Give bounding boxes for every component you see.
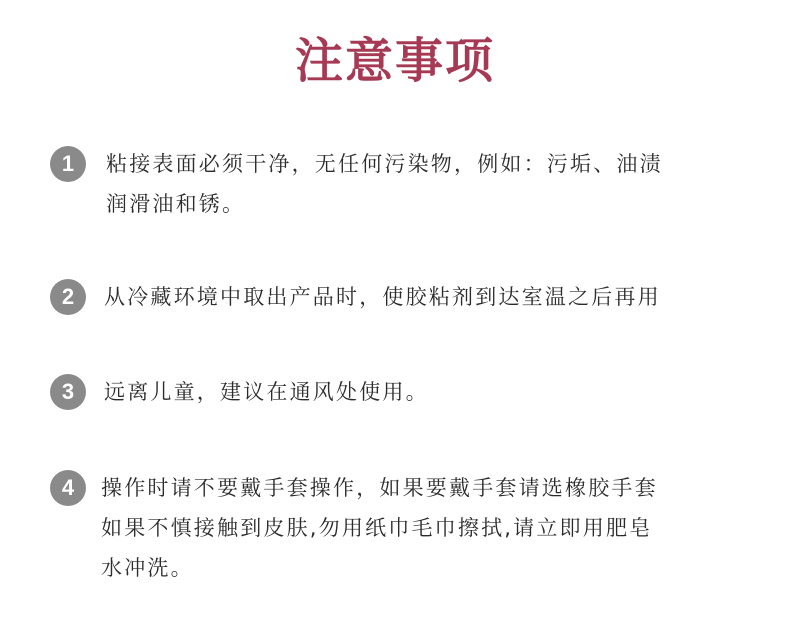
number-badge: 4: [50, 470, 86, 506]
item-line: 远离儿童，建议在通风处使用。: [104, 380, 429, 404]
page-title: 注意事项: [294, 33, 495, 89]
item-text: [101, 468, 658, 588]
item-text: [104, 372, 429, 412]
item-text: [106, 144, 663, 224]
item-line: 粘接表面必须干净，无任何污染物，例如：污垢、油渍: [106, 152, 663, 176]
item-line: 如果不慎接触到皮肤,勿用纸巾毛巾擦拭,请立即用肥皂: [101, 516, 653, 540]
item-line: 操作时请不要戴手套操作，如果要戴手套请选橡胶手套: [101, 476, 658, 500]
number-badge: 2: [50, 279, 86, 315]
item-line: 水冲洗。: [101, 556, 194, 580]
number-badge: 3: [50, 374, 86, 410]
item-text: [104, 277, 661, 317]
item-line: 从冷藏环境中取出产品时，使胶粘剂到达室温之后再用: [104, 285, 661, 309]
item-line: 润滑油和锈。: [106, 192, 246, 216]
number-badge: 1: [50, 146, 86, 182]
